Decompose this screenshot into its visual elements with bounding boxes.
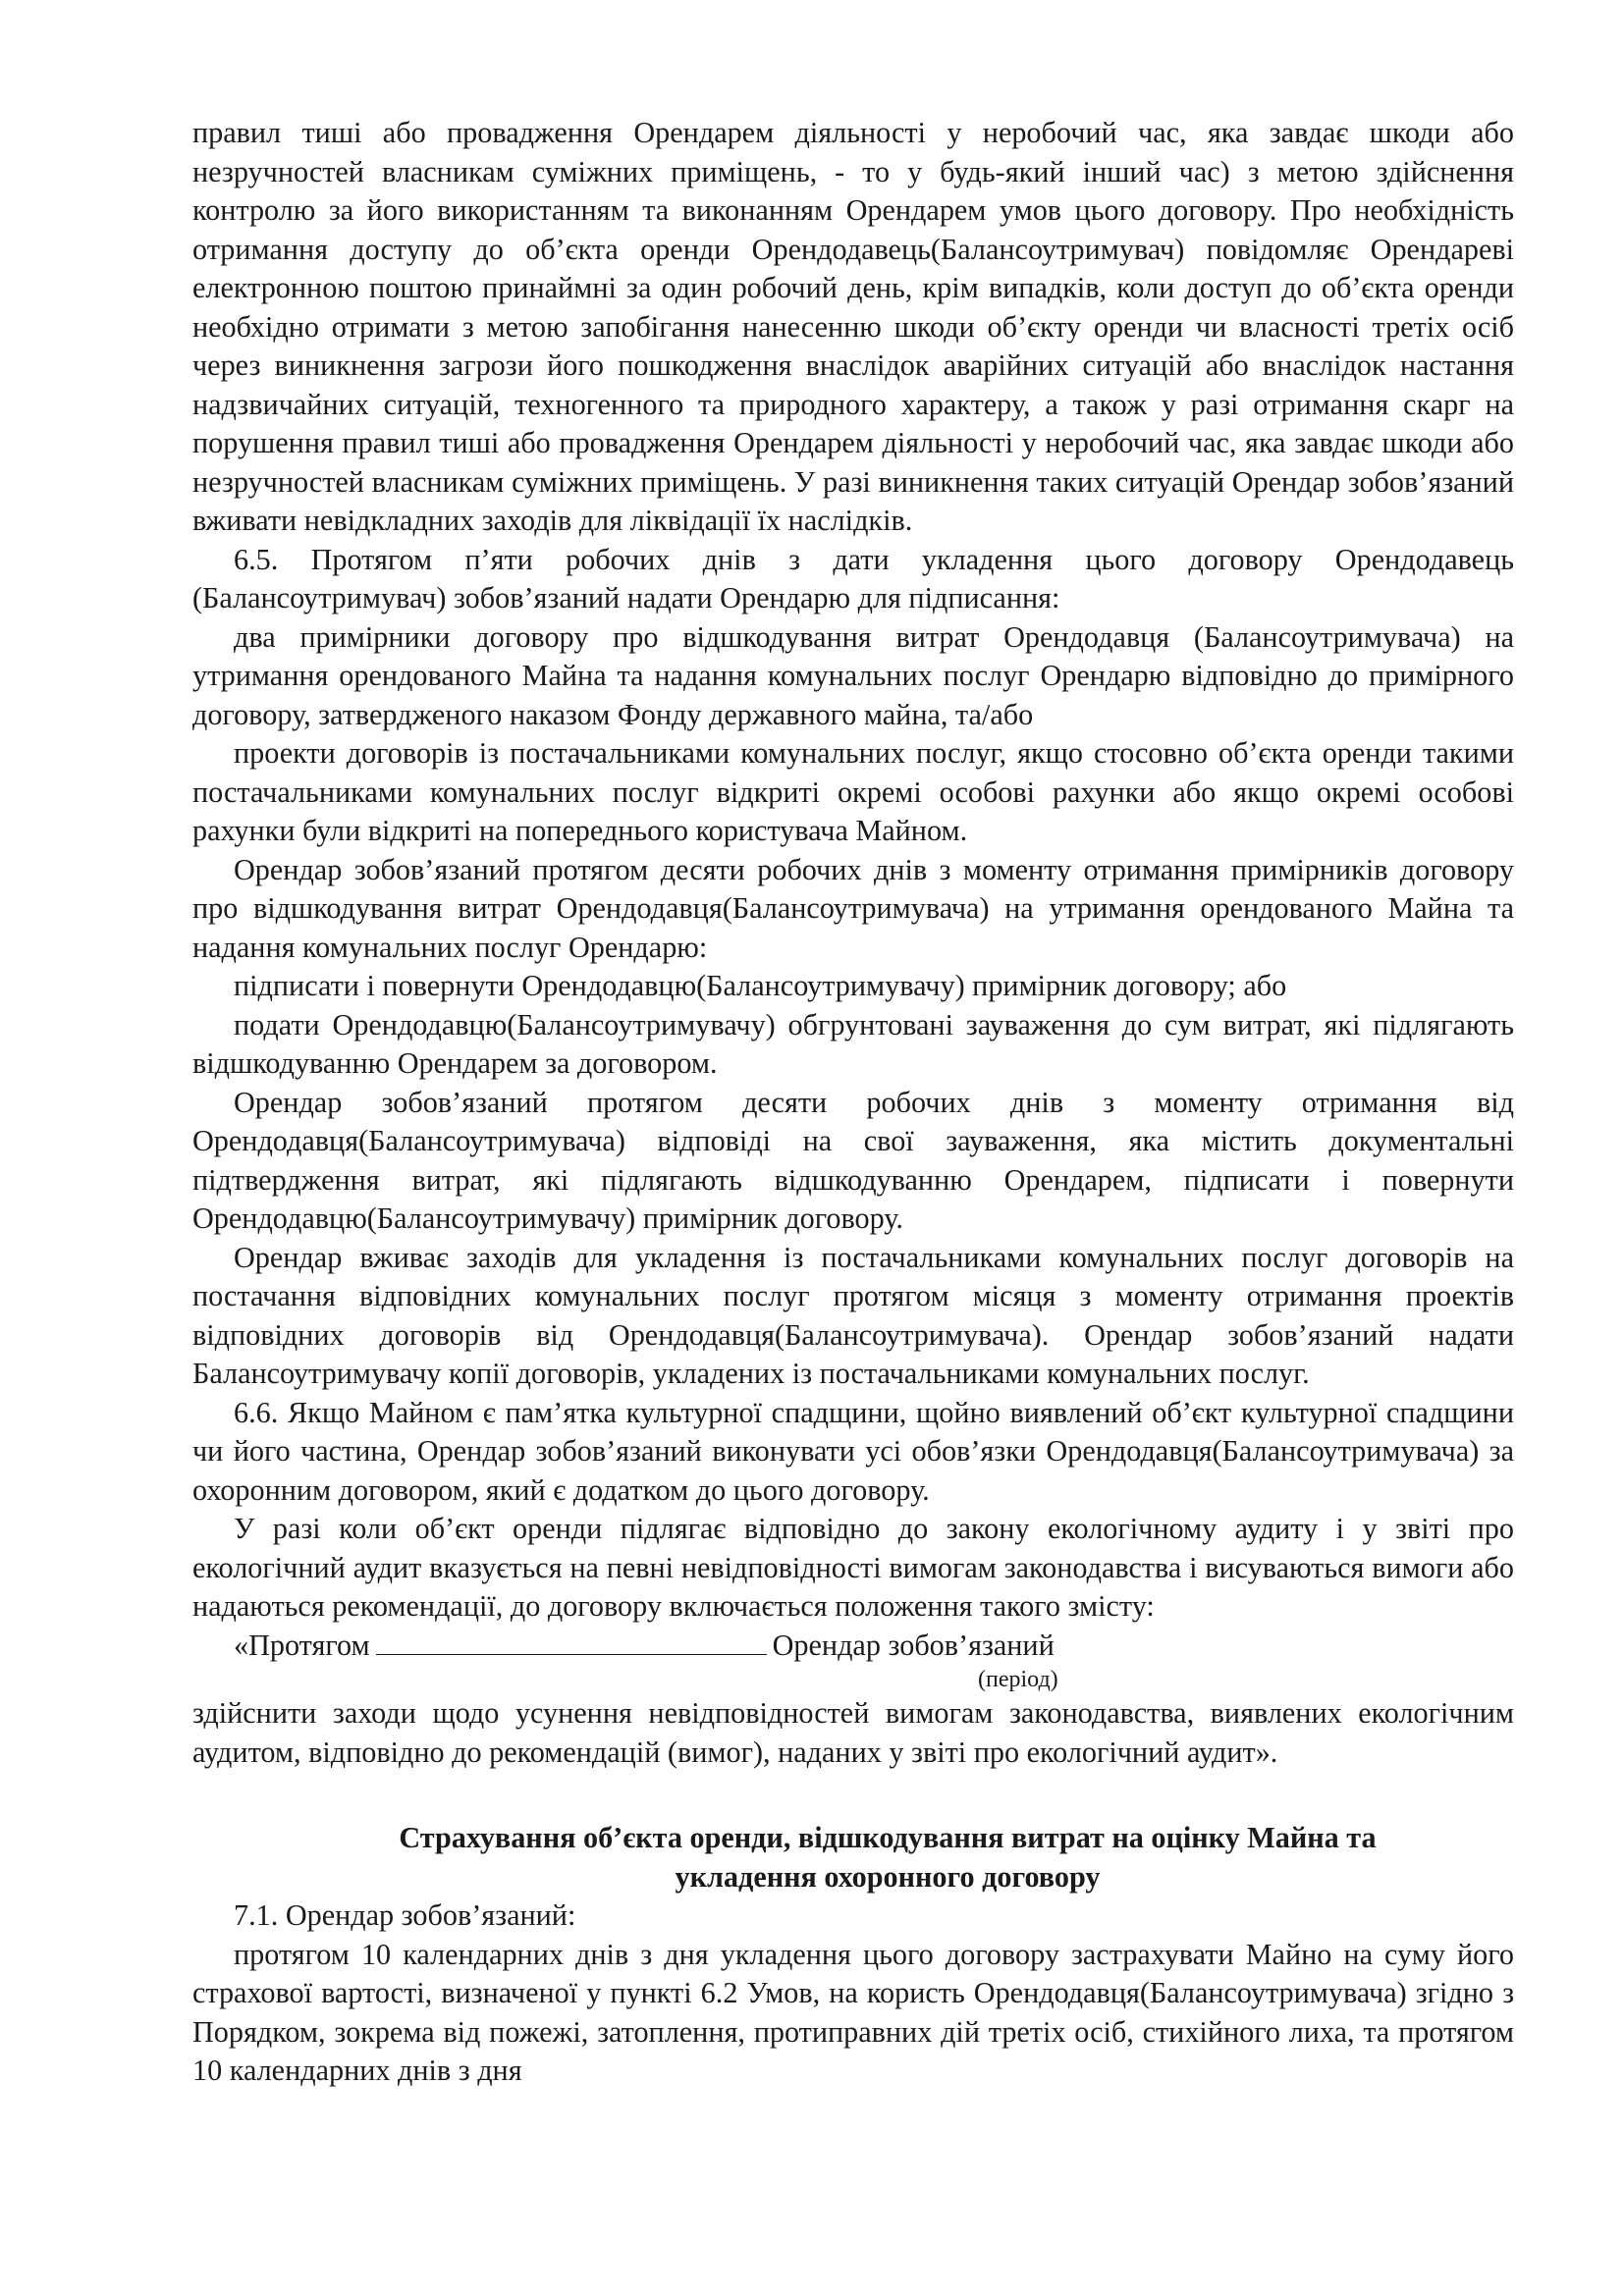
paragraph-6-6: 6.6. Якщо Майном є пам’ятка культурної спадщини, щойно виявлений об’єкт культурної спадщини чи його частина, Орендар зобов’язаний виконувати усі обов’язки Орендодавця(Балансоутримувача) за охоронним договором, який є додатком до цього договору.	[192, 1395, 1514, 1507]
document-page	[192, 114, 1514, 2091]
paragraph-ecological-audit: У разі коли об’єкт оренди підлягає відповідно до закону екологічному аудиту і у звіті про екологічний аудит вказується на певні невідповідності вимогам законодавства і висуваються вимоги або надаються рекомендації, до договору включається положення такого змісту:	[192, 1512, 1514, 1623]
paragraph-submit-remarks: подати Орендодавцю(Балансоутримувачу) обгрунтовані зауваження до сум витрат, які підлягають відшкодуванню Орендарем за договором.	[192, 1007, 1514, 1080]
period-blank-field	[376, 1629, 767, 1655]
section-gap	[192, 1772, 1514, 1819]
paragraph-7-1: 7.1. Орендар зобов’язаний:	[234, 1898, 576, 1932]
form-prefix: «Протягом	[234, 1628, 370, 1662]
period-note: (період)	[978, 1667, 1058, 1692]
section-heading-line-2: укладення охоронного договору	[675, 1859, 1101, 1894]
form-suffix: Орендар зобов’язаний	[772, 1628, 1055, 1662]
paragraph-insurance: протягом 10 календарних днів з дня укладення цього договору застрахувати Майно на суму його страхової вартості, визначеної у пункті 6.2 Умов, на користь Орендодавця(Балансоутримувача) згідно з Порядком, зокрема від пожежі, затоплення, протиправних дій третіх осіб, стихійного лиха, та протягом 10 календарних днів з дня	[192, 1937, 1514, 2087]
paragraph-utility-supply: Орендар вживає заходів для укладення із постачальниками комунальних послуг договорів на постачання відповідних комунальних послуг протягом місяця з моменту отримання проектів відповідних договорів від Орендодавця(Балансоутримувача). Орендар зобов’язаний надати Балансоутримувачу копії договорів, укладених із постачальниками комунальних послуг.	[192, 1240, 1514, 1390]
paragraph-6-5: 6.5. Протягом п’яти робочих днів з дати укладення цього договору Орендодавець (Балансоутримувач) зобов’язаний надати Орендарю для підписання:	[192, 542, 1514, 614]
period-form-line	[192, 1627, 1514, 1666]
paragraph-utility-contracts: проекти договорів із постачальниками комунальних послуг, якщо стосовно об’єкта оренди такими постачальниками комунальних послуг відкриті окремі особові рахунки або якщо окремі особові рахунки були відкриті на попереднього користувача Майном.	[192, 736, 1514, 847]
paragraph-eliminate-nonconformities: здійснити заходи щодо усунення невідповідностей вимогам законодавства, виявлених екологічним аудитом, відповідно до рекомендацій (вимог), наданих у звіті про екологічний аудит».	[192, 1696, 1514, 1769]
paragraph-tenant-obligation-ten-days: Орендар зобов’язаний протягом десяти робочих днів з моменту отримання примірників договору про відшкодування витрат Орендодавця(Балансоутримувача) на утримання орендованого Майна та надання комунальних послуг Орендарю:	[192, 852, 1514, 964]
paragraph-tenant-response: Орендар зобов’язаний протягом десяти робочих днів з моменту отримання від Орендодавця(Балансоутримувача) відповіді на свої зауваження, яка містить документальні підтвердження витрат, які підлягають відшкодуванню Орендарем, підписати і повернути Орендодавцю(Балансоутримувачу) примірник договору.	[192, 1085, 1514, 1235]
paragraph-reimbursement-agreement: два примірники договору про відшкодування витрат Орендодавця (Балансоутримувача) на утримання орендованого Майна та надання комунальних послуг Орендарю відповідно до примірного договору, затвердженого наказом Фонду державного майна, та/або	[192, 619, 1514, 731]
section-heading-line-1: Страхування об’єкта оренди, відшкодування витрат на оцінку Майна та	[399, 1821, 1377, 1854]
paragraph-sign-and-return: підписати і повернути Орендодавцю(Балансоутримувачу) примірник договору; або	[234, 969, 1287, 1002]
paragraph-access-conditions: правил тиші або провадження Орендарем діяльності у неробочий час, яка завдає шкоди або незручностей власникам суміжних приміщень, - то у будь-який інший час) з метою здійснення контролю за його використанням та виконанням Орендарем умов цього договору. Про необхідність отримання доступу до об’єкта оренди Орендодавець(Балансоутримувач) повідомляє Орендареві електронною поштою принаймні за один робочий день, крім випадків, коли доступ до об’єкта оренди необхідно отримати з метою запобігання нанесенню шкоди об’єкту оренди чи власності третіх осіб через виникнення загрози його пошкодження внаслідок аварійних ситуацій або внаслідок настання надзвичайних ситуацій, техногенного та природного характеру, а також у разі отримання скарг на порушення правил тиші або провадження Орендарем діяльності у неробочий час, яка завдає шкоди або незручностей власникам суміжних приміщень. У разі виникнення таких ситуацій Орендар зобов’язаний вживати невідкладних заходів для ліквідації їх наслідків.	[192, 116, 1514, 537]
